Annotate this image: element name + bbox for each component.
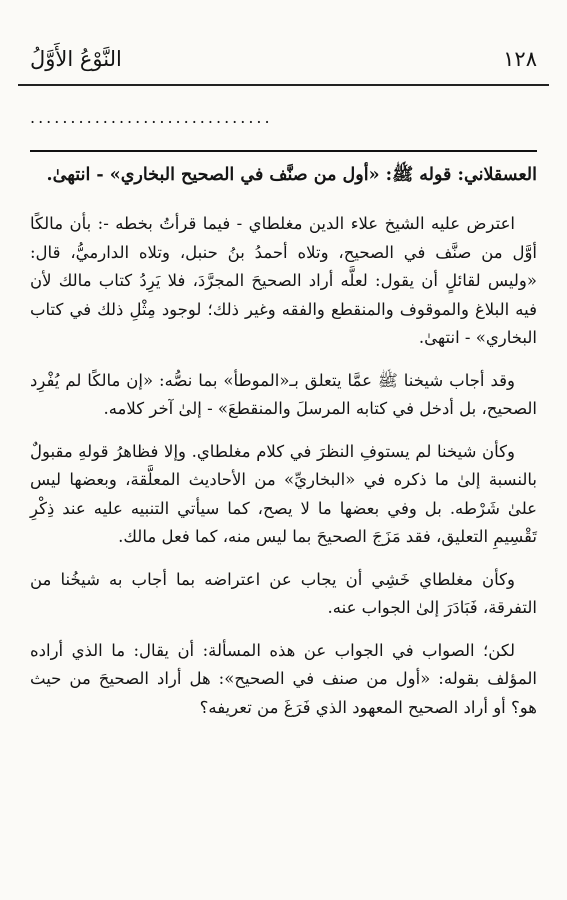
section-divider [30,150,537,152]
main-text [30,158,537,736]
page-number: ١٢٨ [503,47,537,71]
page-header [30,44,537,74]
paragraph-1-text: قوله ﷺ: «أول من صنَّف في الصحيح البخاري» - انتهىٰ. [46,165,452,185]
paragraph-3: وقد أجاب شيخنا ﷺ عمَّا يتعلق بـ«الموطأ» بما نصُّه: «إن مالكًا لم يُفْرِد الصحيح، بل أدخل في كتابه المرسلَ والمنقطعَ» - إلىٰ آخر كلامه. [30,370,537,418]
paragraph-5: وكأن مغلطاي خَشِي أن يجاب عن اعتراضه بما أجاب به شيخُنا من التفرقة، فَبَادَرَ إلىٰ الجواب عنه. [30,569,537,617]
paragraph-4: وكأن شيخنا لم يستوفِ النظرَ في كلام مغلطاي. وإلا فظاهرُ قولهِ مقبولٌ بالنسبة إلىٰ ما ذكره في «البخاريِّ» من الأحاديث المعلَّقة، وبعضها ليس علىٰ شَرْطه. بل وفي بعضها ما لا يصح، كما سيأتي التنبيه عليه عند ذِكْرِ تَقْسِيمِ التعليق، فقد مَزَجَ الصحيحَ بما ليس منه، كما فعل مالك. [30,441,537,546]
header-divider [18,84,549,86]
paragraph-2: اعترض عليه الشيخ علاء الدين مغلطاي - فيما قرأتُ بخطه -: بأن مالكًا أوَّل من صنَّف في الصحيح، وتلاه أحمدُ بنُ حنبل، وتلاه الدارميُّ، قال: «وليس لقائلٍ أن يقول: لعلَّه أراد الصحيحَ المجرَّدَ، فلا يَرِدُ كتاب مالك لأن فيه البلاغ والموقوف والمنقطع والفقه وغير ذلك؛ لوجود مِثْلِ ذلك في كتاب البخاري» - انتهىٰ. [30,214,537,347]
commentator-name: العسقلاني: [457,165,537,185]
dotted-separator: .............................. [30,108,273,127]
paragraph-6: لكن؛ الصواب في الجواب عن هذه المسألة: أن يقال: ما الذي أراده المؤلف بقوله: «أول من صنف في الصحيح»: هل أراد الصحيحَ من حيث هو؟ أو أراد الصحيح المعهود الذي فَرَغَ من تعريفه؟ [30,640,537,717]
paragraph-1 [30,158,537,192]
running-title: النَّوْعُ الأَوَّلُ [30,47,122,71]
